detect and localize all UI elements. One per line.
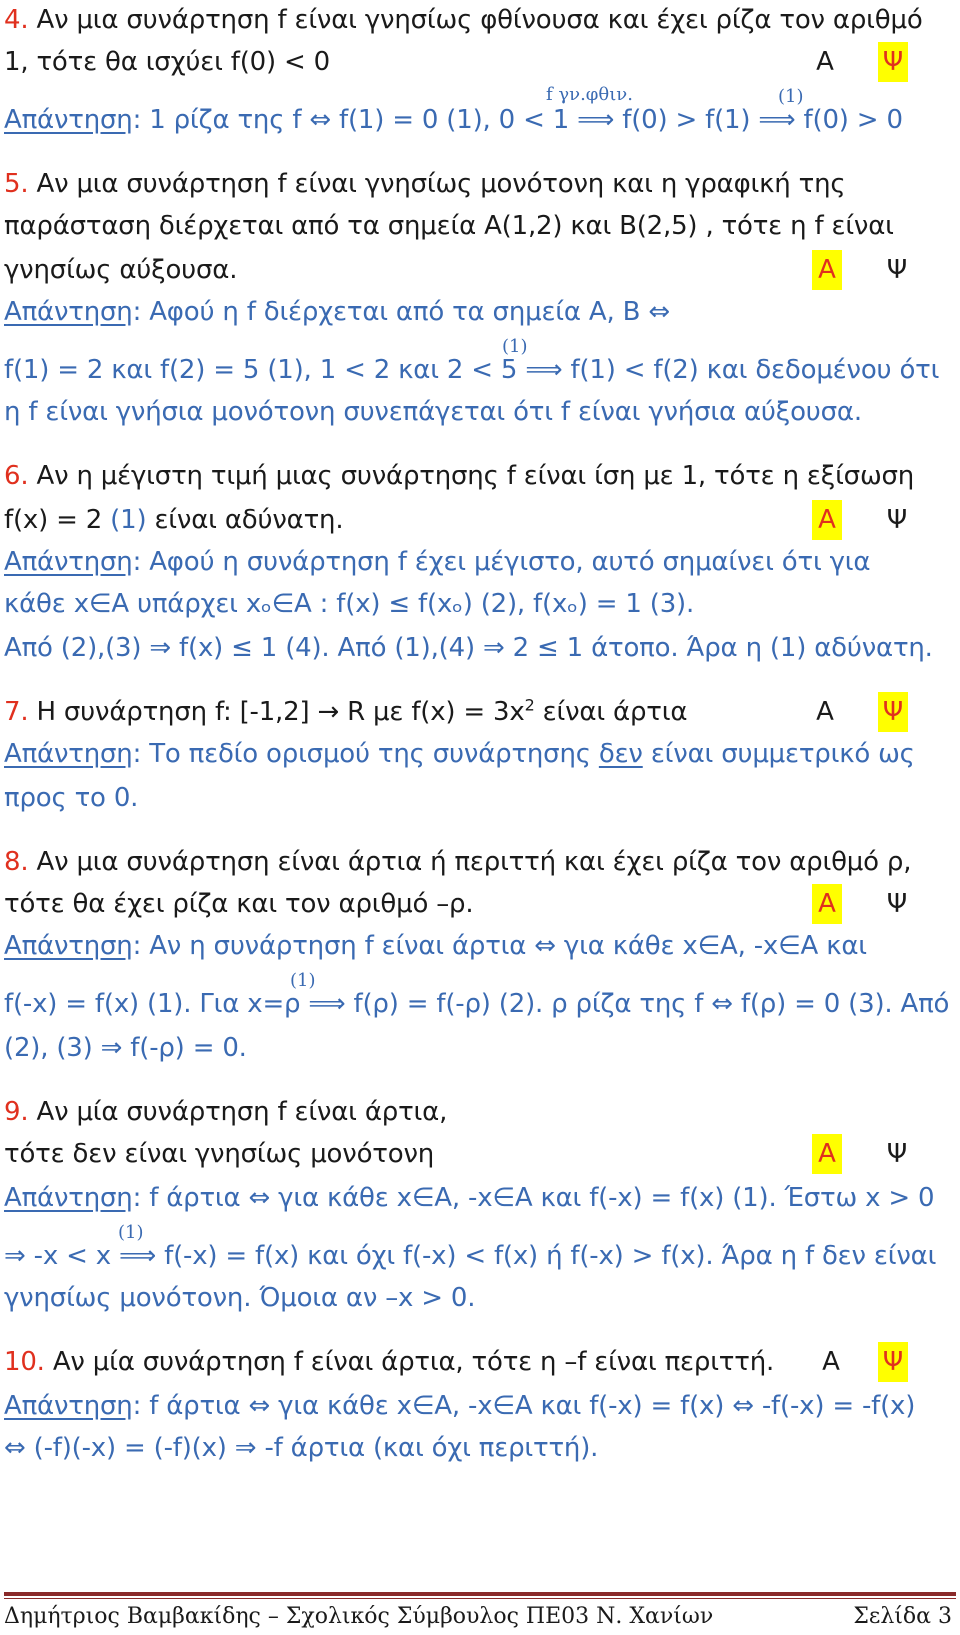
q10-answer-1 bbox=[4, 1386, 952, 1426]
q7-option-a: Α bbox=[816, 697, 834, 727]
q4-answer-text: : 1 ρίζα της f ⇔ f(1) = 0 (1), 0 < 1 ⟹ f(0) > f(1) ⟹ f(0) > 0 bbox=[132, 105, 903, 135]
q4-arrow-label-1: f γν.φθιν. bbox=[546, 84, 633, 105]
q9-text-1: Αν μία συνάρτηση f είναι άρτια, bbox=[28, 1097, 448, 1127]
q8-answer-text-3: (2), (3) ⇒ f(-ρ) = 0. bbox=[4, 1033, 247, 1063]
q6-option-b: Ψ bbox=[886, 505, 908, 535]
q5-text-1: Αν μια συνάρτηση f είναι γνησίως μονότονη και η γραφική της bbox=[28, 169, 846, 199]
q5-line-1 bbox=[4, 164, 952, 204]
q5-line-2 bbox=[4, 206, 952, 246]
q9-answer-3 bbox=[4, 1278, 952, 1318]
q7-option-b-highlighted: Ψ bbox=[878, 692, 908, 732]
q9-answer-text-3: γνησίως μονότονη. Όμοια αν –x > 0. bbox=[4, 1283, 476, 1313]
q9-answer-2 bbox=[4, 1236, 952, 1276]
q4-answer bbox=[4, 100, 952, 140]
q5-arrow-label: (1) bbox=[502, 336, 528, 357]
q8-answer-text-1: : Αν η συνάρτηση f είναι άρτια ⇔ για κάθε x∈Α, -x∈Α και bbox=[132, 931, 867, 961]
q6-line-2 bbox=[4, 500, 952, 540]
q6-text-2a: f(x) = 2 bbox=[4, 505, 111, 535]
q10-answer-label: Απάντηση bbox=[4, 1391, 133, 1421]
q7-answer-2 bbox=[4, 778, 952, 818]
q5-option-b: Ψ bbox=[886, 255, 908, 285]
q9-line-1 bbox=[4, 1092, 952, 1132]
q8-option-b: Ψ bbox=[886, 889, 908, 919]
q4-option-b-highlighted: Ψ bbox=[878, 42, 908, 82]
q9-answer-text-2: ⇒ -x < x ⟹ f(-x) = f(x) και όχι f(-x) < f(x) ή f(-x) > f(x). Άρα η f δεν είναι bbox=[4, 1241, 937, 1271]
q7-answer-text-1a: : Το πεδίο ορισμού της συνάρτησης bbox=[132, 739, 599, 769]
q7-answer-1 bbox=[4, 734, 952, 774]
q6-answer-label: Απάντηση bbox=[4, 547, 133, 577]
q5-answer-text-2: f(1) = 2 και f(2) = 5 (1), 1 < 2 και 2 < 5 ⟹ f(1) < f(2) και δεδομένου ότι bbox=[4, 355, 940, 385]
q4-arrow-label-2: (1) bbox=[778, 86, 804, 107]
footer-rule-thin bbox=[4, 1598, 956, 1599]
footer-rule-thick bbox=[4, 1592, 956, 1596]
q8-option-a-highlighted: Α bbox=[812, 884, 842, 924]
q5-answer-1 bbox=[4, 292, 952, 332]
q7-exponent: 2 bbox=[524, 695, 535, 715]
q6-option-a-highlighted: Α bbox=[812, 500, 842, 540]
q9-text-2: τότε δεν είναι γνησίως μονότονη bbox=[4, 1139, 435, 1169]
q10-answer-text-2: ⇔ (-f)(-x) = (-f)(x) ⇒ -f άρτια (και όχι περιττή). bbox=[4, 1433, 599, 1463]
footer-page-number: Σελίδα 3 bbox=[853, 1604, 952, 1629]
q5-number: 5. bbox=[4, 169, 29, 199]
q5-line-3 bbox=[4, 250, 952, 290]
q6-answer-text-2: κάθε x∈Α υπάρχει xₒ∈Α : f(x) ≤ f(xₒ) (2), f(xₒ) = 1 (3). bbox=[4, 589, 695, 619]
q7-text-1: Η συνάρτηση f: [-1,2] → R με f(x) = 3x bbox=[28, 697, 525, 727]
q6-text-2b: (1) bbox=[110, 505, 147, 535]
q4-answer-label: Απάντηση bbox=[4, 105, 133, 135]
q6-answer-text-1: : Αφού η συνάρτηση f έχει μέγιστο, αυτό σημαίνει ότι για bbox=[132, 547, 871, 577]
q9-answer-label: Απάντηση bbox=[4, 1183, 133, 1213]
q10-answer-2 bbox=[4, 1428, 952, 1468]
q8-answer-label: Απάντηση bbox=[4, 931, 133, 961]
q7-number: 7. bbox=[4, 697, 29, 727]
q4-number: 4. bbox=[4, 5, 29, 35]
q7-answer-text-1b: δεν bbox=[598, 739, 643, 769]
q10-option-b-highlighted: Ψ bbox=[878, 1342, 908, 1382]
q4-line-1 bbox=[4, 0, 952, 40]
q9-answer-text-1: : f άρτια ⇔ για κάθε x∈Α, -x∈Α και f(-x) = f(x) (1). Έστω x > 0 bbox=[132, 1183, 935, 1213]
q9-answer-1 bbox=[4, 1178, 952, 1218]
q8-answer-2 bbox=[4, 984, 952, 1024]
q7-text-1-end: είναι άρτια bbox=[534, 697, 688, 727]
q8-line-1 bbox=[4, 842, 952, 882]
q4-text-1: Αν μια συνάρτηση f είναι γνησίως φθίνουσα και έχει ρίζα τον αριθμό bbox=[28, 5, 923, 35]
q9-option-a-highlighted: Α bbox=[812, 1134, 842, 1174]
q5-answer-text-1: : Αφού η f διέρχεται από τα σημεία Α, Β ⇔ bbox=[132, 297, 670, 327]
q8-number: 8. bbox=[4, 847, 29, 877]
q6-number: 6. bbox=[4, 461, 29, 491]
q8-answer-text-2: f(-x) = f(x) (1). Για x=ρ ⟹ f(ρ) = f(-ρ) (2). ρ ρίζα της f ⇔ f(ρ) = 0 (3). Από bbox=[4, 989, 950, 1019]
q6-text-1: Αν η μέγιστη τιμή μιας συνάρτησης f είναι ίση με 1, τότε η εξίσωση bbox=[28, 461, 915, 491]
q6-text-2c: είναι αδύνατη. bbox=[146, 505, 344, 535]
q10-number: 10. bbox=[4, 1347, 45, 1377]
q10-option-a: Α bbox=[822, 1347, 840, 1377]
q10-answer-text-1: : f άρτια ⇔ για κάθε x∈Α, -x∈Α και f(-x) = f(x) ⇔ -f(-x) = -f(x) bbox=[132, 1391, 916, 1421]
page-footer bbox=[4, 1600, 952, 1634]
q9-arrow-label: (1) bbox=[118, 1222, 144, 1243]
q7-answer-text-1c: είναι συμμετρικό ως bbox=[642, 739, 915, 769]
q10-text-1: Αν μία συνάρτηση f είναι άρτια, τότε η –f είναι περιττή. bbox=[44, 1347, 775, 1377]
q6-answer-text-3: Από (2),(3) ⇒ f(x) ≤ 1 (4). Από (1),(4) ⇒ 2 ≤ 1 άτοπο. Άρα η (1) αδύνατη. bbox=[4, 633, 933, 663]
q9-option-b: Ψ bbox=[886, 1139, 908, 1169]
q5-option-a-highlighted: Α bbox=[812, 250, 842, 290]
q8-text-1: Αν μια συνάρτηση είναι άρτια ή περιττή και έχει ρίζα τον αριθμό ρ, bbox=[28, 847, 912, 877]
q6-line-1 bbox=[4, 456, 952, 496]
q5-answer-3 bbox=[4, 392, 952, 432]
q5-answer-label: Απάντηση bbox=[4, 297, 133, 327]
q9-number: 9. bbox=[4, 1097, 29, 1127]
footer-author: Δημήτριος Βαμβακίδης – Σχολικός Σύμβουλος ΠΕ03 Ν. Χανίων bbox=[4, 1604, 714, 1629]
q7-answer-text-2: προς το 0. bbox=[4, 783, 139, 813]
q6-answer-3 bbox=[4, 628, 952, 668]
q5-answer-text-3: η f είναι γνήσια μονότονη συνεπάγεται ότι f είναι γνήσια αύξουσα. bbox=[4, 397, 862, 427]
q10-line-1 bbox=[4, 1342, 952, 1382]
q8-answer-1 bbox=[4, 926, 952, 966]
q4-option-a: Α bbox=[816, 47, 834, 77]
q6-answer-2 bbox=[4, 584, 952, 624]
q5-answer-2 bbox=[4, 350, 952, 390]
q5-text-2: παράσταση διέρχεται από τα σημεία Α(1,2) και Β(2,5) , τότε η f είναι bbox=[4, 211, 894, 241]
q8-line-2 bbox=[4, 884, 952, 924]
q8-text-2: τότε θα έχει ρίζα και τον αριθμό –ρ. bbox=[4, 889, 474, 919]
q8-arrow-label: (1) bbox=[290, 970, 316, 991]
q8-answer-3 bbox=[4, 1028, 952, 1068]
q7-answer-label: Απάντηση bbox=[4, 739, 133, 769]
q6-answer-1 bbox=[4, 542, 952, 582]
q4-text-2: 1, τότε θα ισχύει f(0) < 0 bbox=[4, 47, 331, 77]
q9-line-2 bbox=[4, 1134, 952, 1174]
q5-text-3: γνησίως αύξουσα. bbox=[4, 255, 238, 285]
